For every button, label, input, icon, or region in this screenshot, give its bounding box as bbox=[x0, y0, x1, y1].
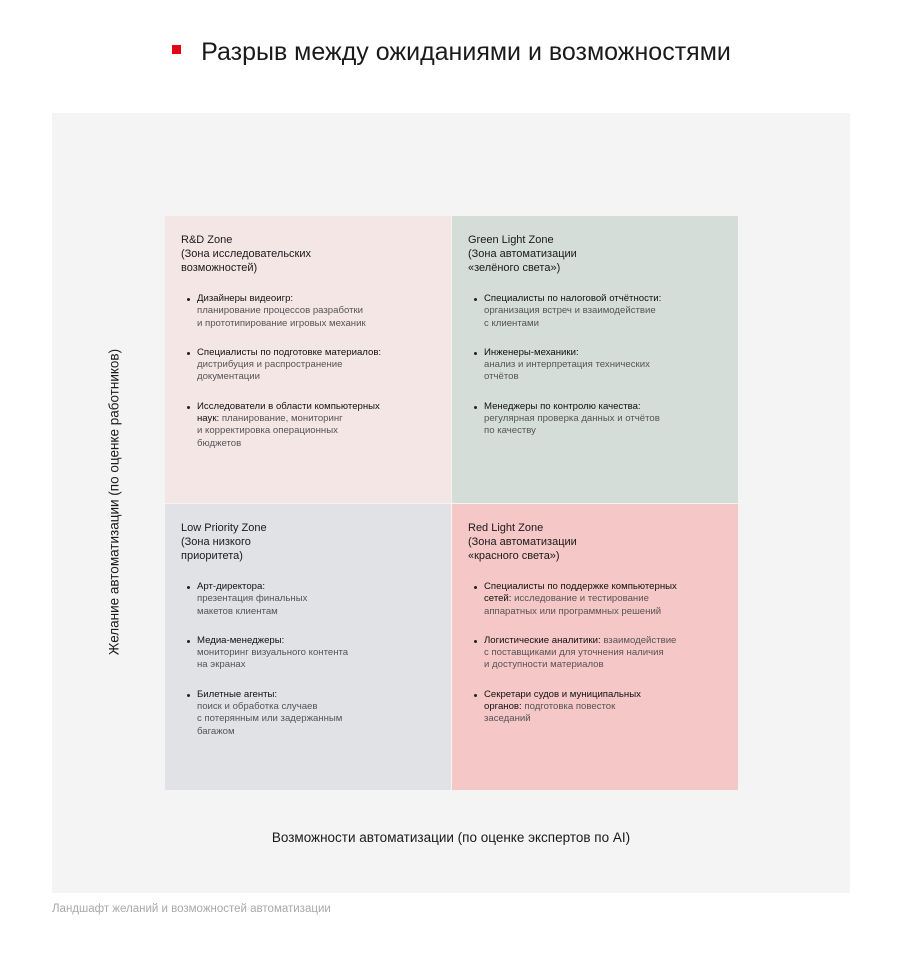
item-desc: организация встреч и взаимодействие bbox=[484, 305, 656, 317]
zone-title bbox=[468, 233, 722, 275]
list-item bbox=[181, 635, 435, 672]
item-desc: дистрибуция и распространение bbox=[197, 359, 343, 371]
item-desc: с поставщиками для уточнения наличия bbox=[484, 647, 664, 659]
item-desc: с клиентами bbox=[484, 317, 539, 329]
item-desc: поиск и обработка случаев bbox=[197, 701, 318, 713]
item-desc: и корректировка операционных bbox=[197, 425, 338, 437]
zone-title-line: (Зона исследовательских bbox=[181, 248, 312, 260]
item-desc: с потерянным или задержанным bbox=[197, 713, 343, 725]
item-desc: документации bbox=[197, 371, 260, 383]
quadrant-grid bbox=[165, 216, 738, 790]
item-role: Специалисты по подготовке материалов: bbox=[197, 346, 382, 358]
zone-title-line: «красного света») bbox=[468, 550, 560, 562]
zone-title-line: Red Light Zone bbox=[468, 522, 544, 534]
item-role: Специалисты по налоговой отчётности: bbox=[484, 293, 662, 304]
quadrant-low-priority-zone bbox=[165, 504, 451, 790]
x-axis-label: Возможности автоматизации (по оценке экспертов по AI) bbox=[271, 830, 631, 845]
item-role: Дизайнеры видеоигр: bbox=[197, 293, 294, 304]
zone-title bbox=[468, 521, 722, 563]
item-desc: исследование и тестирование bbox=[514, 593, 649, 605]
zone-item-list bbox=[468, 581, 722, 726]
page-title-text: Разрыв между ожиданиями и возможностями bbox=[201, 38, 731, 66]
item-desc: багажом bbox=[197, 725, 235, 737]
item-desc: бюджетов bbox=[197, 437, 242, 449]
zone-title bbox=[181, 233, 435, 275]
item-role: Менеджеры по контролю качества: bbox=[484, 400, 641, 412]
quadrant-red-light-zone bbox=[452, 504, 738, 790]
item-role: Медиа-менеджеры: bbox=[197, 634, 285, 646]
item-role: Секретари судов и муниципальных bbox=[484, 688, 641, 700]
item-desc: подготовка повесток bbox=[524, 701, 616, 713]
item-desc: на экранах bbox=[197, 659, 246, 671]
item-role: органов: bbox=[484, 701, 522, 713]
list-item bbox=[468, 581, 722, 618]
item-desc: презентация финальных bbox=[197, 593, 308, 605]
item-desc: мониторинг визуального контента bbox=[197, 647, 349, 659]
list-item bbox=[468, 401, 722, 438]
item-role: Логистические аналитики: bbox=[484, 634, 601, 646]
zone-title-line: возможностей) bbox=[181, 262, 258, 274]
page-title bbox=[0, 38, 903, 67]
item-role: Исследователи в области компьютерных bbox=[197, 400, 380, 412]
list-item bbox=[181, 401, 435, 450]
zone-title-line: Green Light Zone bbox=[468, 234, 554, 246]
item-desc: анализ и интерпретация технических bbox=[484, 359, 650, 371]
figure-caption: Ландшафт желаний и возможностей автоматизации bbox=[52, 903, 331, 915]
item-role: Билетные агенты: bbox=[197, 688, 278, 700]
item-desc: заседаний bbox=[484, 713, 531, 725]
list-item bbox=[468, 347, 722, 384]
list-item bbox=[468, 635, 722, 672]
item-desc: регулярная проверка данных и отчётов bbox=[484, 413, 660, 425]
y-axis-label-text: Желание автоматизации (по оценке работников) bbox=[106, 348, 122, 656]
item-desc: по качеству bbox=[484, 425, 536, 437]
item-desc: планирование, мониторинг bbox=[221, 413, 343, 425]
item-role: наук: bbox=[197, 413, 220, 425]
zone-title-line: R&D Zone bbox=[181, 234, 233, 246]
item-desc: и прототипирование игровых механик bbox=[197, 317, 366, 329]
zone-item-list bbox=[181, 293, 435, 450]
list-item bbox=[181, 347, 435, 384]
zone-title-line: (Зона автоматизации bbox=[468, 248, 577, 260]
zone-item-list bbox=[181, 581, 435, 738]
item-desc: планирование процессов разработки bbox=[197, 305, 364, 317]
zone-title-line: (Зона автоматизации bbox=[468, 536, 577, 548]
item-desc: взаимодействие bbox=[603, 634, 677, 646]
item-desc: аппаратных или программных решений bbox=[484, 605, 662, 617]
item-role: Инженеры-механики: bbox=[484, 346, 579, 358]
zone-title-line: приоритета) bbox=[181, 550, 243, 562]
zone-title-line: Low Priority Zone bbox=[181, 522, 267, 534]
list-item bbox=[181, 581, 435, 618]
item-desc: и доступности материалов bbox=[484, 659, 604, 671]
quadrant-rd-zone bbox=[165, 216, 451, 503]
item-desc: макетов клиентам bbox=[197, 605, 278, 617]
item-role: сетей: bbox=[484, 593, 512, 605]
item-role: Специалисты по поддержке компьютерных bbox=[484, 581, 677, 592]
item-role: Арт-директора: bbox=[197, 581, 266, 592]
quadrant-green-light-zone bbox=[452, 216, 738, 503]
zone-title-line: (Зона низкого bbox=[181, 536, 251, 548]
list-item bbox=[181, 293, 435, 330]
item-desc: отчётов bbox=[484, 371, 519, 383]
list-item bbox=[468, 293, 722, 330]
title-marker-icon bbox=[172, 45, 181, 54]
zone-item-list bbox=[468, 293, 722, 438]
list-item bbox=[181, 689, 435, 738]
list-item bbox=[468, 689, 722, 726]
zone-title-line: «зелёного света») bbox=[468, 262, 561, 274]
zone-title bbox=[181, 521, 435, 563]
